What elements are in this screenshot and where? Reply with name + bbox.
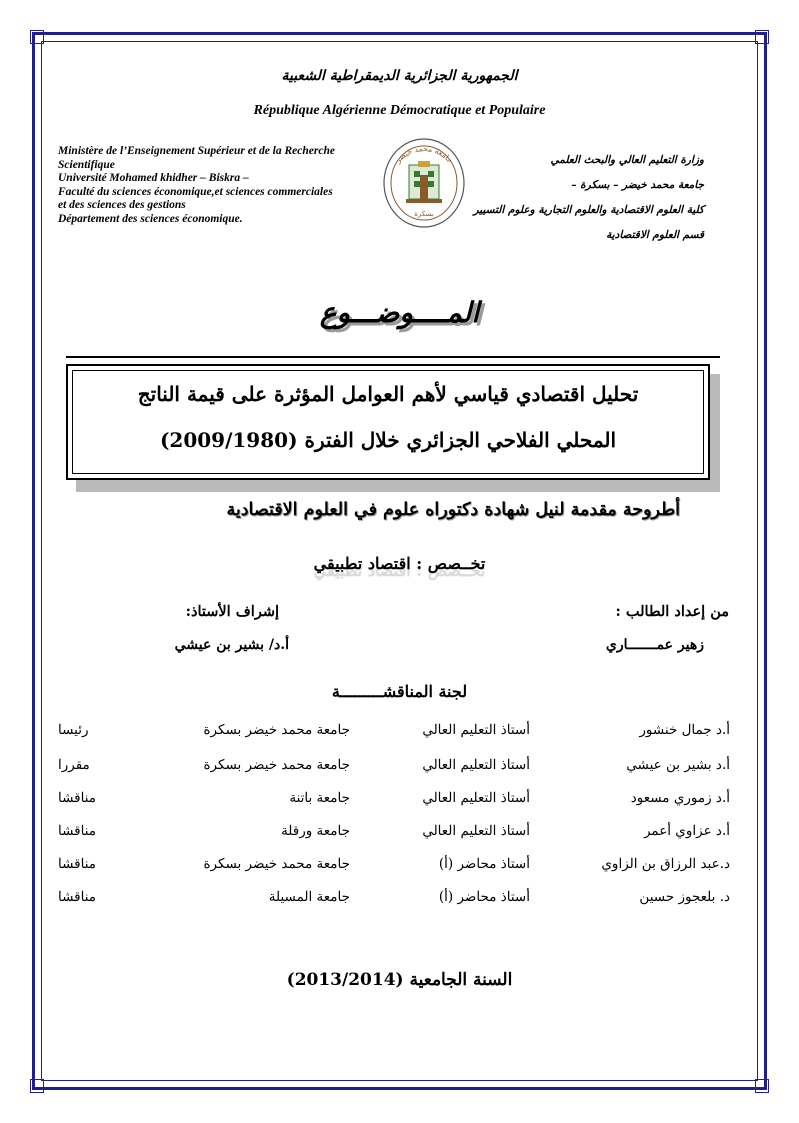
- member-university: جامعة باتنة: [289, 790, 350, 806]
- supervisor-name: أ.د/ بشير بن عيشي: [174, 637, 289, 653]
- member-rank: أستاذ محاضر (أ): [438, 856, 530, 872]
- institution-line: et des sciences des gestions: [58, 199, 186, 211]
- republic-title-arabic: الجمهورية الجزائرية الديمقراطية الشعبية: [281, 68, 518, 84]
- member-role: مناقشا: [58, 889, 97, 905]
- border-corner-top-right: [755, 30, 769, 44]
- member-name: د.عبد الرزاق بن الزاوي: [601, 856, 730, 872]
- member-role: مناقشا: [58, 823, 97, 839]
- institution-line: كلية العلوم الاقتصادية والعلوم التجارية وعلوم التسيير: [473, 204, 704, 216]
- institution-line: وزارة التعليم العالي والبحث العلمي: [550, 154, 704, 166]
- member-university: جامعة محمد خيضر بسكرة: [203, 856, 350, 872]
- thesis-statement: أطروحة مقدمة لنيل شهادة دكتوراه علوم في العلوم الاقتصادية: [226, 500, 680, 520]
- member-university: جامعة المسيلة: [268, 889, 350, 905]
- institution-line: Université Mohamed khidher – Biskra –: [58, 172, 249, 184]
- border-corner-top-left: [30, 30, 44, 44]
- institution-line: Scientifique: [58, 158, 115, 171]
- member-role: مناقشا: [58, 790, 97, 806]
- member-university: جامعة محمد خيضر بسكرة: [203, 722, 350, 738]
- thesis-title-line-2: المحلي الفلاحي الجزائري خلال الفترة (2009/1980): [159, 428, 617, 452]
- subject-heading: المــــوضـــوع: [319, 296, 480, 329]
- institution-line: Faculté du sciences économique,et sciences commerciales: [58, 185, 333, 198]
- institution-line: قسم العلوم الاقتصادية: [606, 229, 704, 241]
- committee-row: [58, 889, 730, 913]
- institution-block-arabic: [404, 148, 704, 248]
- member-rank: أستاذ محاضر (أ): [438, 889, 530, 905]
- member-university: جامعة ورقلة: [281, 823, 350, 839]
- member-role: مقررا: [58, 757, 90, 773]
- committee-row: [58, 722, 730, 746]
- academic-year: السنة الجامعية (2013/2014): [286, 970, 513, 990]
- thesis-title-line-1: تحليل اقتصادي قياسي لأهم العوامل المؤثرة على قيمة الناتج: [137, 382, 639, 406]
- institution-line: Ministère de l’Enseignement Supérieur et de la Recherche: [58, 145, 335, 157]
- institution-line: جامعة محمد خيضر – بسكرة –: [571, 179, 704, 191]
- committee-row: [58, 790, 730, 814]
- member-name: أ.د زموري مسعود: [630, 790, 730, 806]
- member-role: رئيسا: [58, 722, 89, 738]
- member-name: أ.د جمال خنشور: [639, 722, 730, 738]
- member-role: مناقشا: [58, 856, 97, 872]
- member-rank: أستاذ التعليم العالي: [422, 757, 530, 773]
- title-top-rule: [66, 356, 720, 358]
- specialization: تخــصص : اقتصاد تطبيقي: [313, 554, 486, 573]
- member-rank: أستاذ التعليم العالي: [422, 722, 530, 738]
- member-name: أ.د بشير بن عيشي: [626, 757, 730, 773]
- committee-row: [58, 856, 730, 880]
- student-name: زهير عمـــــــاري: [605, 637, 704, 653]
- border-corner-bottom-right: [755, 1079, 769, 1093]
- member-rank: أستاذ التعليم العالي: [422, 790, 530, 806]
- committee-title: لجنة المناقشـــــــــة: [331, 682, 468, 701]
- border-corner-bottom-left: [30, 1079, 44, 1093]
- committee-row: [58, 757, 730, 781]
- member-name: أ.د عزاوي أعمر: [643, 823, 730, 839]
- member-rank: أستاذ التعليم العالي: [422, 823, 530, 839]
- student-label: من إعداد الطالب :: [615, 603, 729, 620]
- committee-row: [58, 823, 730, 847]
- institution-line: Département des sciences économique.: [58, 212, 243, 225]
- logo-caption-top: جامعة محمد خيضر: [393, 144, 455, 165]
- supervisor-label: إشراف الأستاذ:: [185, 603, 279, 620]
- member-university: جامعة محمد خيضر بسكرة: [203, 757, 350, 773]
- logo-caption-bottom: بسكرة: [414, 210, 434, 218]
- institution-block-french: [58, 145, 388, 226]
- republic-title-french: République Algérienne Démocratique et Populaire: [253, 103, 546, 118]
- member-name: د. بلعجوز حسين: [639, 889, 730, 905]
